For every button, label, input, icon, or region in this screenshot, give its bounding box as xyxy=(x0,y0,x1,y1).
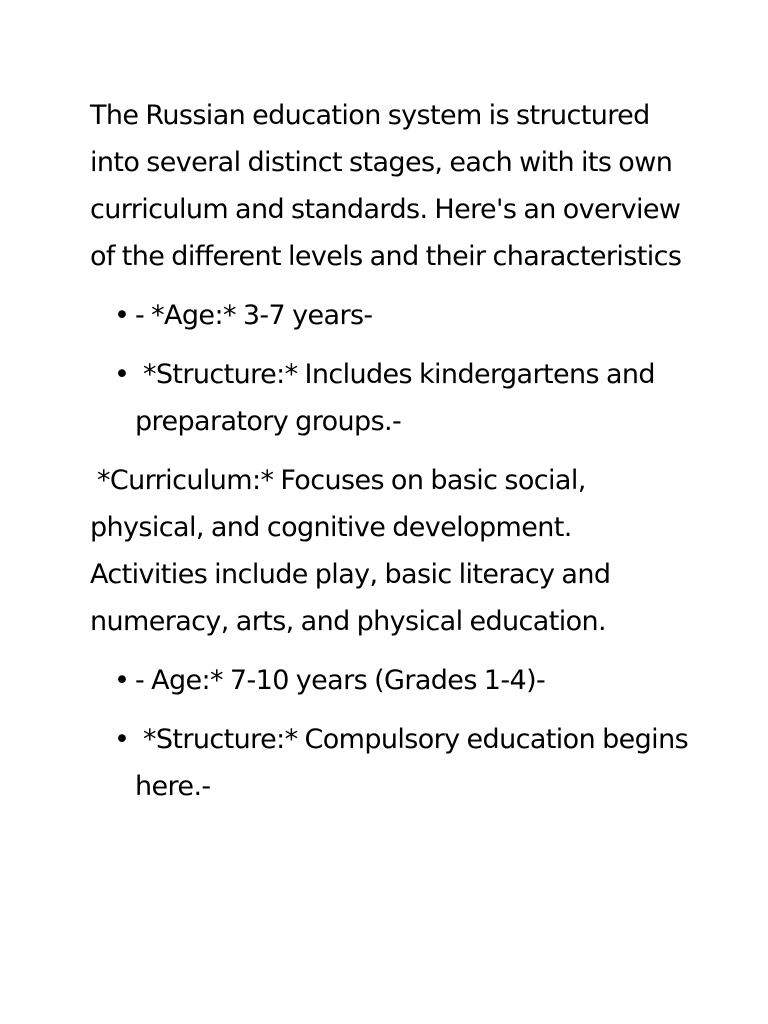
list-item-text: *Structure:* Includes kindergartens and preparatory groups.- xyxy=(135,359,662,437)
bullet-icon: • xyxy=(114,724,130,755)
bullet-icon: • xyxy=(114,300,130,331)
list-item-text: - *Age:* 3-7 years- xyxy=(135,300,373,331)
list-item xyxy=(90,292,690,339)
bullet-list-1 xyxy=(90,292,690,445)
bullet-icon: • xyxy=(114,359,130,390)
list-item xyxy=(90,351,690,445)
intro-paragraph: The Russian education system is structured into several distinct stages, each with its own curriculum and standards. Here's an overview of the different levels and their characteristics xyxy=(90,100,682,272)
document-page xyxy=(90,92,696,822)
list-item-text: *Structure:* Compulsory education begins here.- xyxy=(135,724,696,802)
list-item xyxy=(90,657,690,704)
list-item xyxy=(90,716,696,810)
bullet-list-2 xyxy=(90,657,696,810)
curriculum-paragraph: *Curriculum:* Focuses on basic social, physical, and cognitive development. Activities include play, basic literacy and numeracy, arts, and physical education. xyxy=(90,465,618,637)
list-item-text: - Age:* 7-10 years (Grades 1-4)- xyxy=(135,665,546,696)
bullet-icon: • xyxy=(114,665,130,696)
